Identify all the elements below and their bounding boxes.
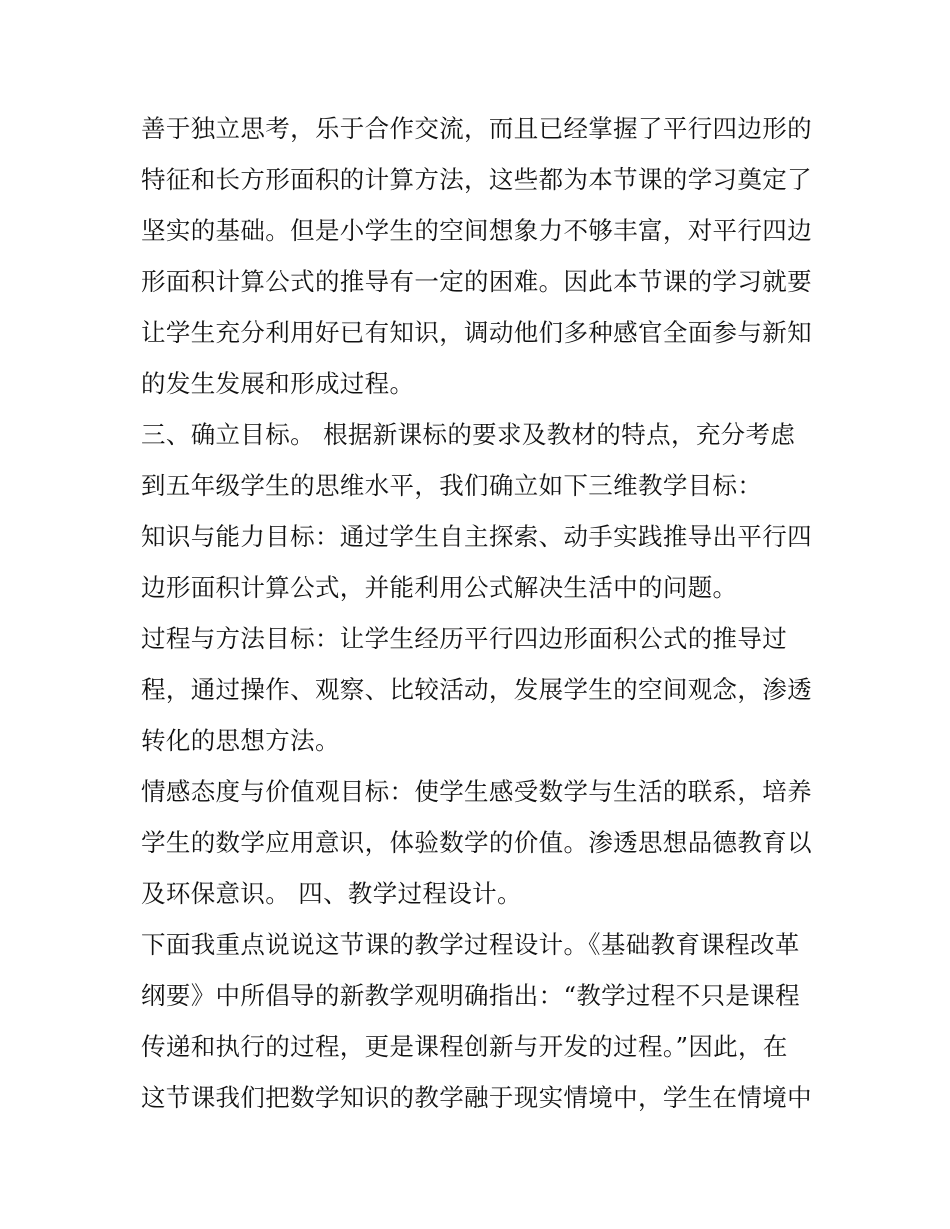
text-line: 到五年级学生的思维水平，我们确立如下三维教学目标： bbox=[141, 471, 763, 500]
text-line: 转化的思想方法。 bbox=[141, 726, 340, 755]
text-line: 情感态度与价值观目标：使学生感受数学与生活的联系，培养 bbox=[141, 777, 812, 806]
text-line: 的发生发展和形成过程。 bbox=[141, 369, 415, 398]
text-line: 特征和长方形面积的计算方法，这些都为本节课的学习奠定了 bbox=[141, 165, 812, 194]
text-line: 过程与方法目标：让学生经历平行四边形面积公式的推导过 bbox=[141, 624, 788, 653]
text-line: 坚实的基础。但是小学生的空间想象力不够丰富，对平行四边 bbox=[141, 216, 812, 245]
text-line: 让学生充分利用好已有知识，调动他们多种感官全面参与新知 bbox=[141, 318, 812, 347]
text-line: 善于独立思考，乐于合作交流，而且已经掌握了平行四边形的 bbox=[141, 114, 812, 143]
text-line: 传递和执行的过程，更是课程创新与开发的过程。”因此，在 bbox=[141, 1032, 788, 1061]
text-line: 学生的数学应用意识，体验数学的价值。渗透思想品德教育以 bbox=[141, 828, 812, 857]
text-line: 下面我重点说说这节课的教学过程设计。《基础教育课程改革 bbox=[141, 930, 800, 959]
text-line: 边形面积计算公式，并能利用公式解决生活中的问题。 bbox=[141, 573, 738, 602]
text-line: 形面积计算公式的推导有一定的困难。因此本节课的学习就要 bbox=[141, 267, 812, 296]
text-line: 知识与能力目标：通过学生自主探索、动手实践推导出平行四 bbox=[141, 522, 812, 551]
text-line: 这节课我们把数学知识的教学融于现实情境中，学生在情境中 bbox=[141, 1083, 812, 1112]
section-heading-line: 及环保意识。 四、教学过程设计。 bbox=[141, 879, 522, 908]
text-line: 程，通过操作、观察、比较活动，发展学生的空间观念，渗透 bbox=[141, 675, 812, 704]
text-line: 纲要》中所倡导的新教学观明确指出：“教学过程不只是课程 bbox=[141, 981, 800, 1010]
section-heading-line: 三、确立目标。 根据新课标的要求及教材的特点，充分考虑 bbox=[141, 420, 796, 449]
